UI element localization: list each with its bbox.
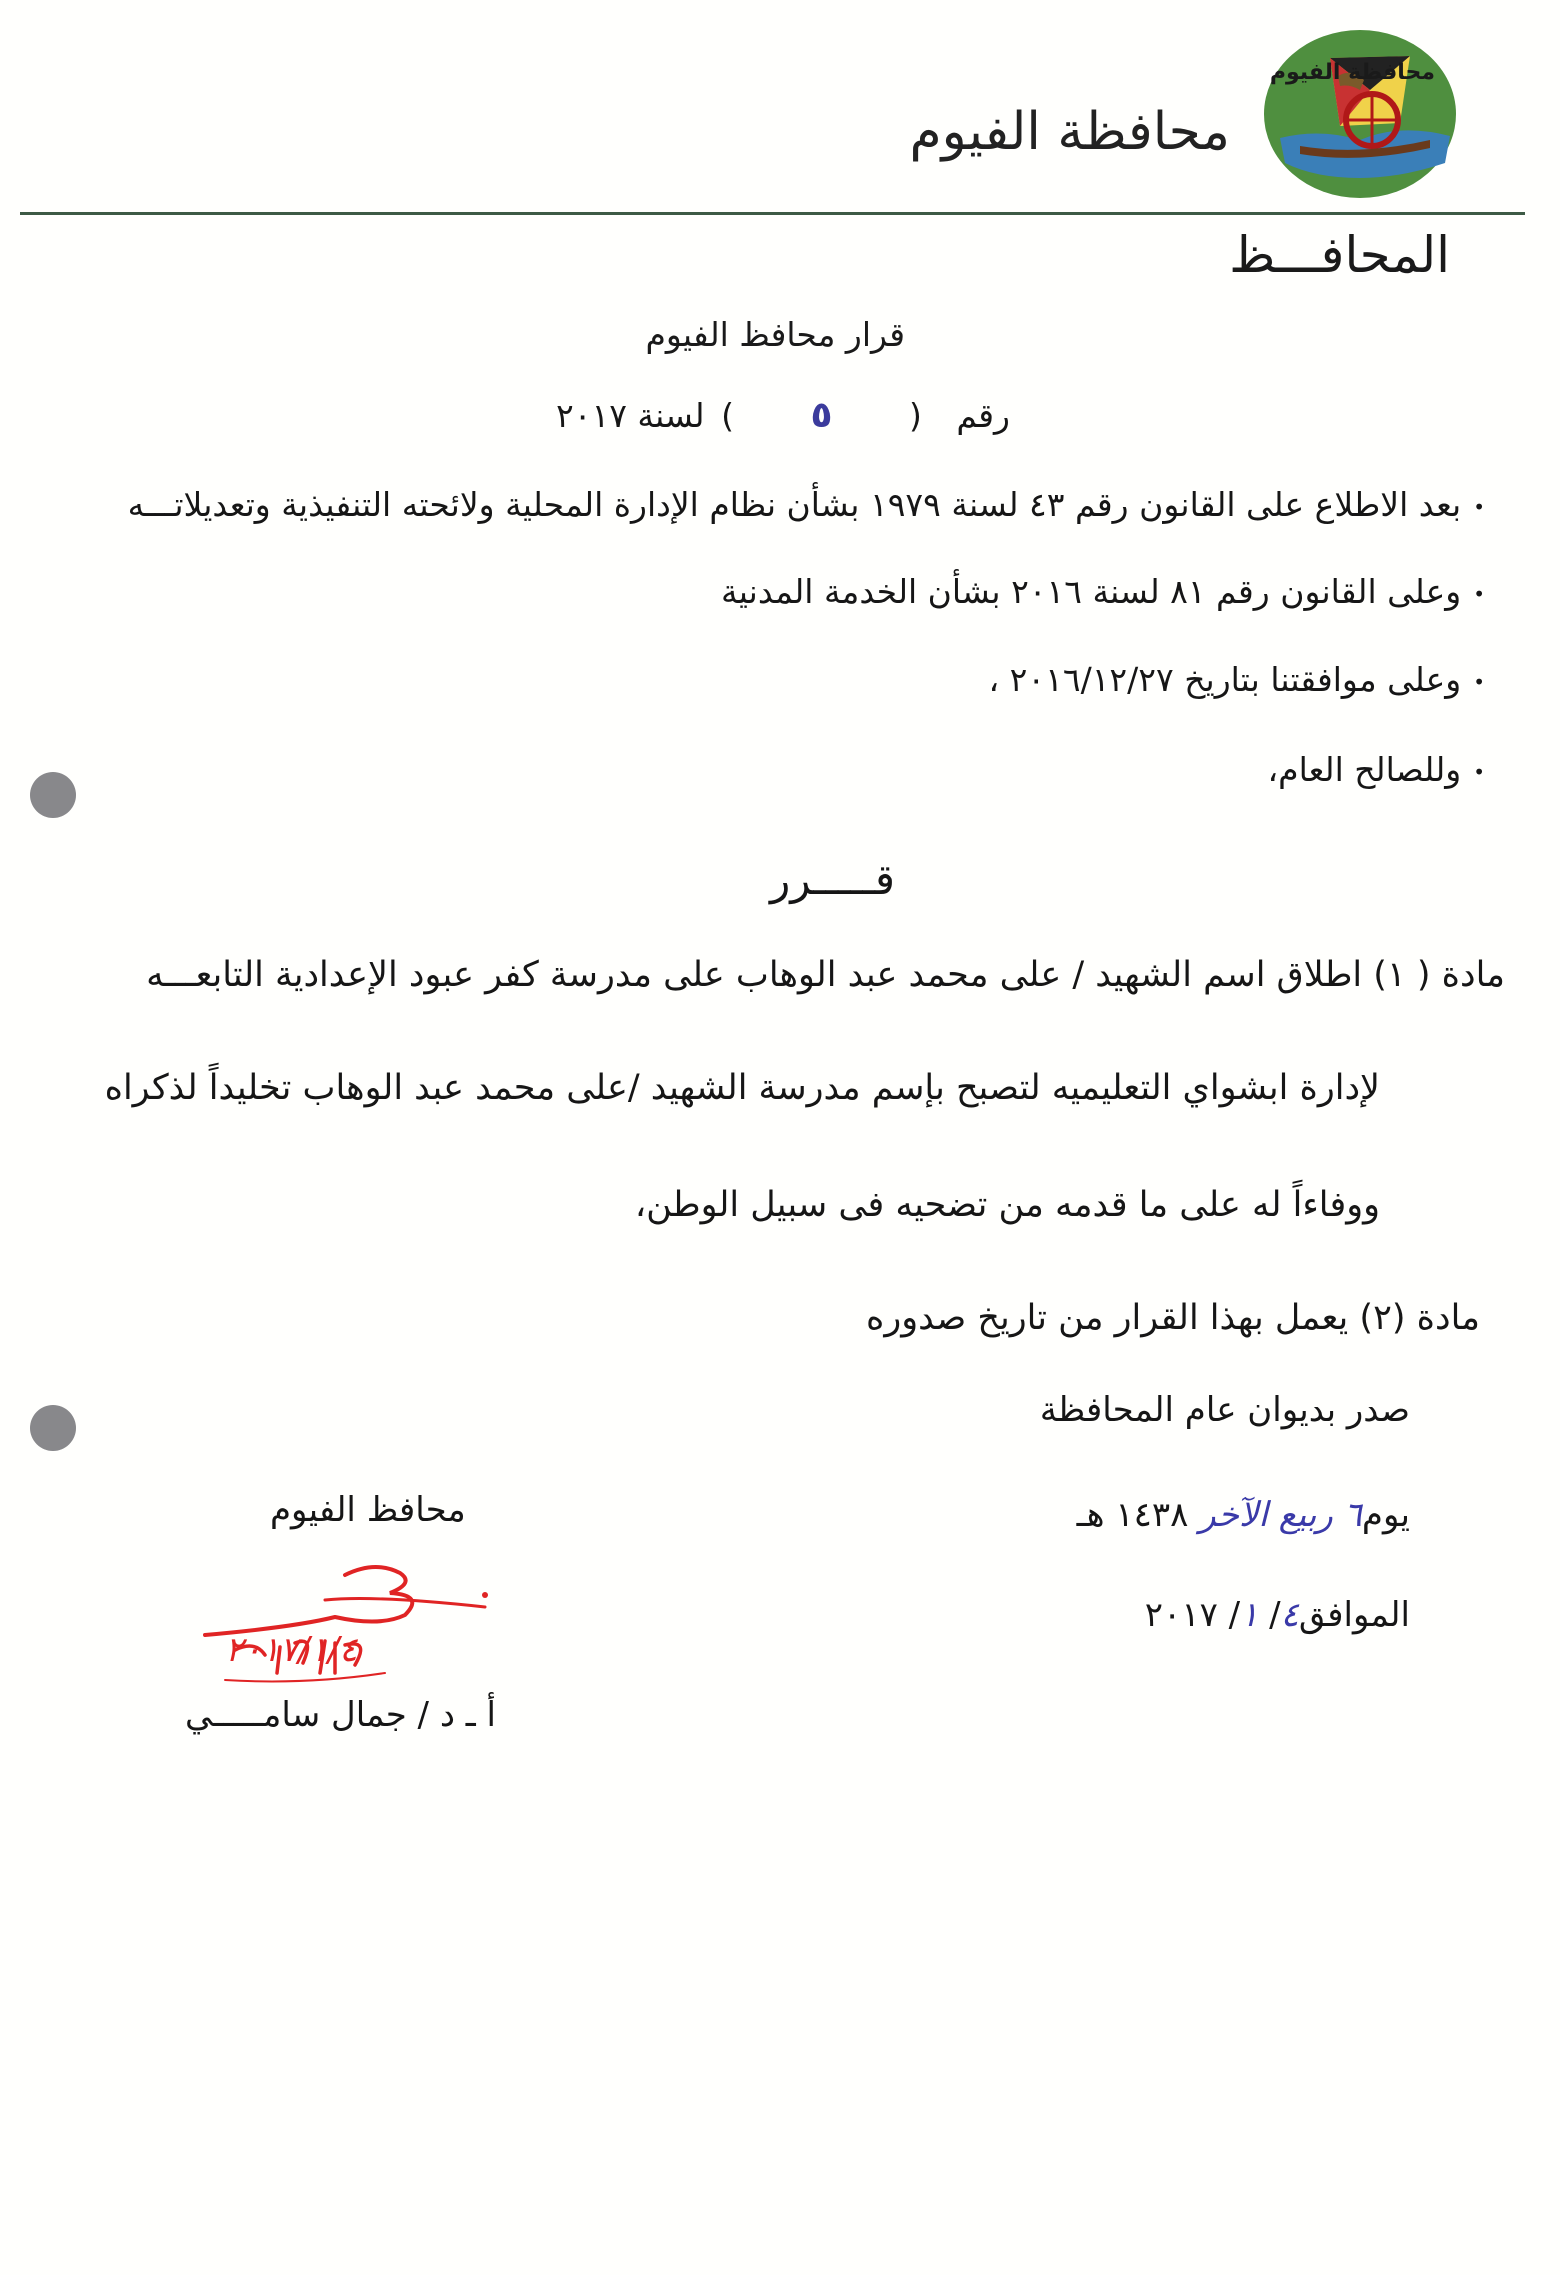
punch-hole — [30, 1405, 76, 1451]
office-title: المحافـــظ — [1229, 226, 1450, 284]
bullet-icon: • — [1473, 669, 1485, 694]
article-2: مادة (٢) يعمل بهذا القرار من تاريخ صدوره — [866, 1298, 1480, 1338]
article-1-line-2: لإدارة ابشواي التعليميه لتصبح بإسم مدرسة الشهيد /على محمد عبد الوهاب تخليداً لذكراه — [104, 1068, 1380, 1108]
signature-title: محافظ الفيوم — [270, 1490, 466, 1530]
preamble-item: •وللصالح العام، — [1267, 750, 1485, 789]
preamble-item: •وعلى موافقتنا بتاريخ ٢٠١٦/١٢/٢٧ ، — [988, 660, 1485, 699]
decision-number: ٥ — [810, 395, 833, 436]
header-divider — [20, 212, 1525, 215]
signatory-name: أ ـ د / جمال سامـــــي — [185, 1695, 496, 1735]
punch-hole — [30, 772, 76, 818]
governorate-name: محافظة الفيوم — [909, 102, 1230, 162]
article-1-line-3: ووفاءاً له على ما قدمه من تضحيه فى سبيل الوطن، — [634, 1185, 1380, 1225]
open-paren: ( — [908, 396, 922, 435]
bullet-icon: • — [1473, 494, 1485, 519]
year-label: لسنة ٢٠١٧ — [556, 396, 705, 435]
preamble-item: •وعلى القانون رقم ٨١ لسنة ٢٠١٦ بشأن الخدمة المدنية — [721, 572, 1485, 611]
preamble-item: •بعد الاطلاع على القانون رقم ٤٣ لسنة ١٩٧٩ بشأن نظام الإدارة المحلية ولائحته التنفيذية وتعديلاتـــه — [127, 485, 1485, 524]
hijri-date: يوم٦ ربيع الآخر ١٤٣٨ هـ — [1076, 1495, 1410, 1535]
hijri-handwritten: ٦ ربيع الآخر — [1199, 1495, 1362, 1535]
bullet-icon: • — [1473, 759, 1485, 784]
signature-date: ٢٠١٧/١/٤ — [225, 1630, 358, 1670]
logo-text: محافظة الفيوم — [1269, 60, 1435, 85]
issued-at: صدر بديوان عام المحافظة — [1039, 1390, 1410, 1430]
decreed-heading: قـــــرر — [769, 855, 895, 904]
number-label: رقم — [956, 396, 1010, 435]
article-1-line-1: مادة ( ١) اطلاق اسم الشهيد / على محمد عبد الوهاب على مدرسة كفر عبود الإعدادية التابعـــه — [146, 955, 1505, 995]
gregorian-date: الموافق٤/ ١/ ٢٠١٧ — [1144, 1595, 1410, 1635]
close-paren: ) — [721, 396, 734, 435]
governorate-logo-icon — [1260, 28, 1460, 200]
decision-number-row — [556, 395, 1010, 436]
bullet-icon: • — [1473, 581, 1485, 606]
decision-title: قرار محافظ الفيوم — [645, 315, 905, 354]
